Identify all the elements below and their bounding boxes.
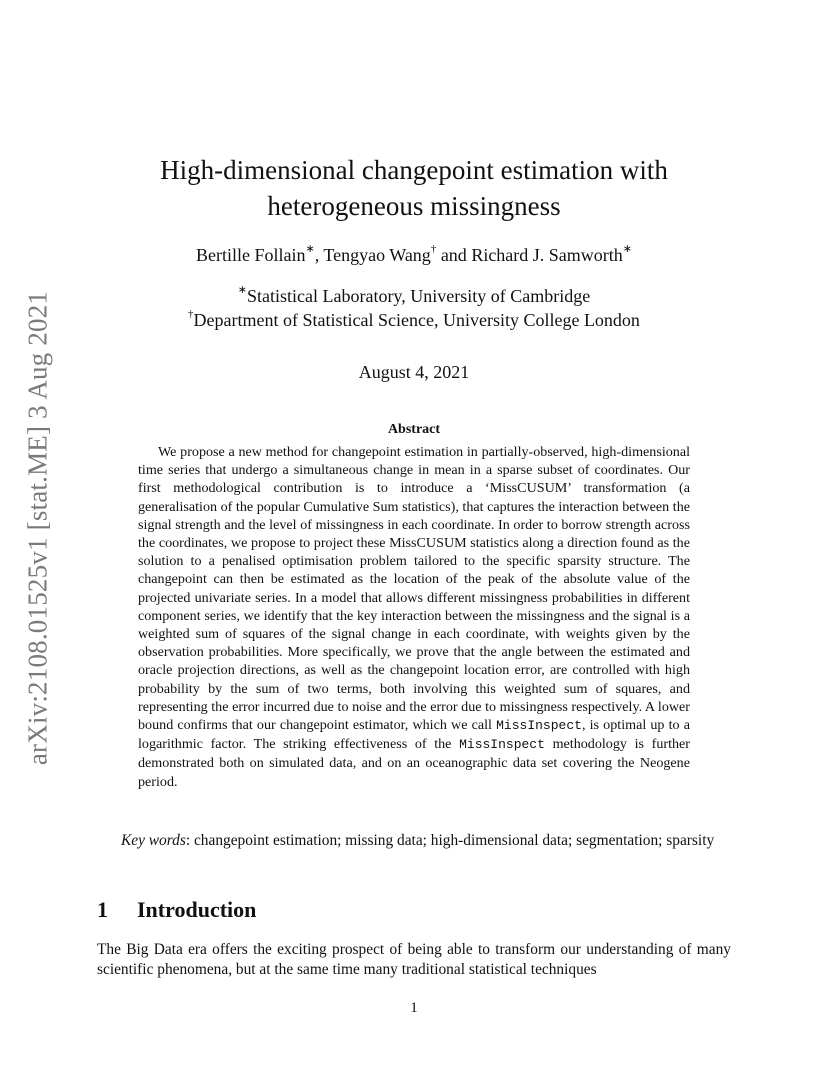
affiliation-line bbox=[0, 284, 828, 308]
affiliation-line bbox=[0, 308, 828, 332]
keywords-text: : changepoint estimation; missing data; high-dimensional data; segmentation; sparsity bbox=[185, 832, 715, 849]
keywords-label: Key words bbox=[121, 832, 186, 849]
abstract-text: methodology is further demonstrated both on simulated data, and on an oceanographic data set covering the Neogene period. bbox=[138, 736, 690, 790]
keywords-paragraph bbox=[97, 831, 731, 851]
section-heading bbox=[97, 897, 256, 923]
affiliation-mark: ∗ bbox=[622, 243, 633, 255]
method-name: MissInspect bbox=[496, 718, 582, 734]
page-number: 1 bbox=[410, 1000, 418, 1016]
abstract-text: , is optimal up to a logarithmic factor. The striking effectiveness of the bbox=[138, 717, 691, 753]
affiliation-mark: † bbox=[188, 308, 194, 320]
affiliations bbox=[0, 284, 828, 332]
affiliation-mark: † bbox=[430, 243, 437, 255]
affiliation-text: Statistical Laboratory, University of Cambridge bbox=[246, 286, 591, 306]
affiliation-mark: ∗ bbox=[305, 243, 315, 255]
paper-date: August 4, 2021 bbox=[358, 362, 470, 382]
intro-paragraph: The Big Data era offers the exciting prospect of being able to transform our understanding of many scientific phenomena, but at the same time many traditional statistical techniques bbox=[97, 941, 731, 978]
arxiv-identifier-stamp: arXiv:2108.01525v1 [stat.ME] 3 Aug 2021 bbox=[22, 290, 53, 766]
paper-title bbox=[0, 152, 828, 224]
author-name: Tengyao Wang bbox=[323, 245, 431, 265]
abstract-body bbox=[138, 443, 690, 791]
section-number: 1 bbox=[97, 897, 108, 922]
title-line-1: High-dimensional changepoint estimation with bbox=[160, 155, 668, 185]
author-list bbox=[0, 243, 828, 267]
author-name: Richard J. Samworth bbox=[471, 245, 623, 265]
affiliation-mark: ∗ bbox=[237, 284, 247, 296]
abstract-heading: Abstract bbox=[387, 422, 441, 437]
title-line-2: heterogeneous missingness bbox=[267, 191, 561, 221]
affiliation-text: Department of Statistical Science, University College London bbox=[193, 310, 640, 330]
author-separator: and bbox=[436, 245, 472, 265]
author-separator: , bbox=[314, 245, 324, 265]
author-name: Bertille Follain bbox=[195, 245, 306, 265]
method-name: MissInspect bbox=[459, 737, 545, 753]
abstract-text: We propose a new method for changepoint estimation in partially-observed, high-dimensional time series that undergo a simultaneous change in mean in a sparse subset of coordinates. Our first methodological contribution is to introduce a ‘MissCUSUM’ transformation (a generalisation of the popular Cumulative Sum statistics), that captures the interaction between the signal strength and the level of missingness in each coordinate. In order to borrow strength across the coordinates, we propose to project these MissCUSUM statistics along a direction found as the solution to a penalised optimisation problem tailored to the specific sparsity structure. The changepoint can then be estimated as the location of the peak of the absolute value of the projected univariate series. In a model that allows different missingness probabilities in different component series, we identify that the key interaction between the missingness and the signal is a weighted sum of squares of the signal change in each coordinate, with weights given by the observation probabilities. More specifically, we prove that the angle between the estimated and oracle projection directions, as well as the changepoint location error, are controlled with high probability by the sum of two terms, both involving this weighted sum of squares, and representing the error incurred due to noise and the error due to missingness respectively. A lower bound confirms that our changepoint estimator, which we call bbox=[138, 444, 690, 734]
section-title: Introduction bbox=[137, 897, 257, 922]
